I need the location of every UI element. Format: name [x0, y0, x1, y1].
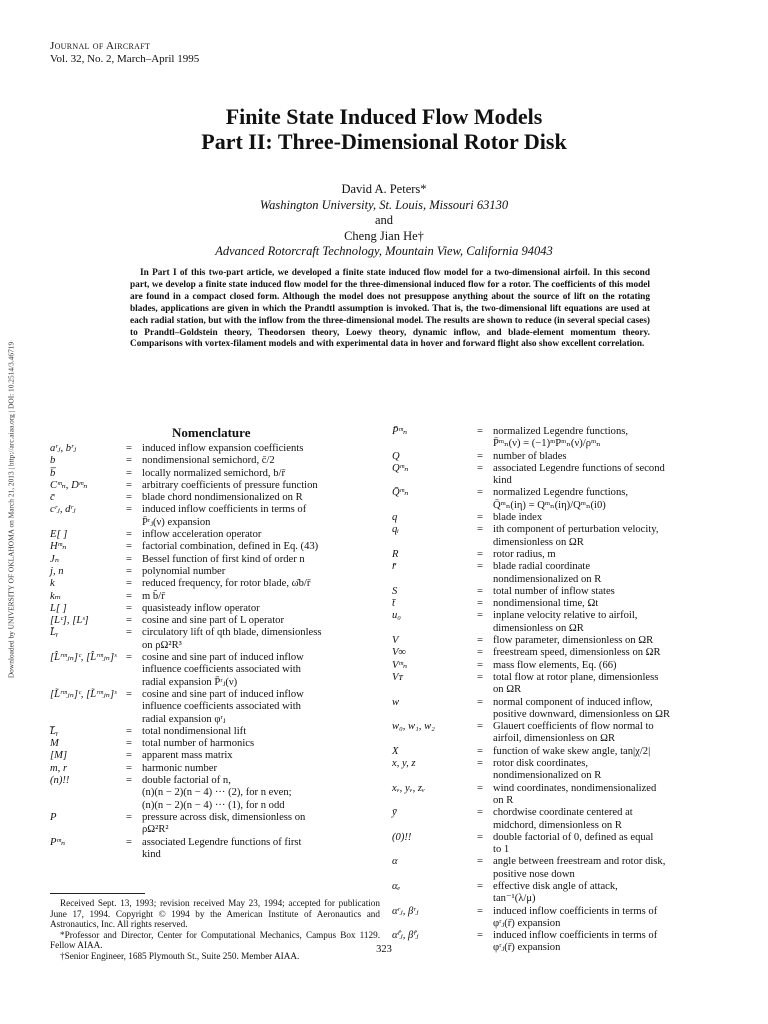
nomenclature-entry	[50, 615, 375, 627]
nomenclature-definition	[142, 455, 375, 467]
nomenclature-symbol: (0)!!	[392, 831, 412, 843]
nomenclature-definition	[142, 591, 375, 603]
equals-sign: =	[126, 492, 132, 504]
definition-line: φʳⱼ(r̄) expansion	[493, 917, 561, 929]
definition-line: total flow at rotor plane, dimensionless	[493, 671, 659, 683]
nomenclature-definition	[493, 758, 727, 783]
nomenclature-symbol: w	[392, 696, 400, 708]
nomenclature-symbol: V∞	[392, 647, 407, 659]
definition-line: positive downward, dimensionless on ΩR	[493, 708, 671, 720]
nomenclature-symbol: Pᵐₙ	[50, 836, 66, 848]
nomenclature-entry	[50, 652, 375, 689]
definition-line: mass flow elements, Eq. (66)	[493, 659, 617, 671]
nomenclature-definition	[493, 807, 727, 832]
equals-sign: =	[126, 688, 132, 700]
definition-line: induced inflow coefficients in terms of	[493, 930, 658, 942]
nomenclature-definition	[493, 586, 727, 598]
nomenclature-definition	[142, 652, 375, 689]
nomenclature-symbol: P̄ᵐₙ	[392, 426, 408, 437]
equals-sign: =	[477, 807, 483, 819]
equals-sign: =	[477, 462, 483, 474]
nomenclature-entry	[392, 426, 727, 451]
nomenclature-symbol: L̄ᵧ	[50, 627, 59, 639]
definition-line: induced inflow coefficients in terms of	[142, 504, 307, 516]
download-watermark	[4, 300, 18, 720]
nomenclature-symbol: Hᵐₙ	[50, 541, 67, 553]
equals-sign: =	[126, 775, 132, 787]
authors-and: and	[374, 213, 394, 227]
nomenclature-entry	[50, 566, 375, 578]
nomenclature-definition	[142, 615, 375, 627]
definition-line: on R	[493, 794, 514, 806]
nomenclature-definition	[142, 750, 375, 762]
nomenclature-definition	[493, 561, 727, 586]
nomenclature-definition	[493, 635, 727, 647]
equals-sign: =	[477, 659, 483, 671]
nomenclature-entry	[392, 586, 727, 598]
definition-line: on ΩR	[493, 684, 522, 696]
nomenclature-definition	[493, 610, 727, 635]
equals-sign: =	[477, 721, 483, 733]
nomenclature-entry	[50, 726, 375, 738]
nomenclature-symbol: Q̄ᵐₙ	[392, 487, 409, 499]
equals-sign: =	[477, 758, 483, 770]
definition-line: nondimensionalized on R	[493, 770, 602, 782]
nomenclature-entry	[50, 738, 375, 750]
nomenclature-definition	[142, 504, 375, 529]
equals-sign: =	[477, 647, 483, 659]
nomenclature-symbol: X	[392, 745, 399, 757]
equals-sign: =	[477, 524, 483, 536]
nomenclature-entry	[50, 603, 375, 615]
definition-line: polynomial number	[142, 565, 226, 577]
download-watermark-text: Downloaded by UNIVERSITY OF OKLAHOMA on March 21, 2013 | http://arc.aiaa.org | DOI: 10.2514/3.46719	[6, 341, 16, 679]
nomenclature-symbol: α̂ʳⱼ, β̂ʳⱼ	[392, 930, 419, 942]
nomenclature-symbol: q	[392, 512, 398, 524]
definition-line: double factorial of 0, defined as equal	[493, 831, 654, 843]
nomenclature-symbol: r̄	[392, 561, 397, 573]
nomenclature-entry	[392, 881, 727, 906]
nomenclature-symbol: cʳⱼ, dʳⱼ	[50, 504, 76, 516]
definition-line: airfoil, dimensionless on ΩR	[493, 733, 616, 745]
nomenclature-symbol: (n)!!	[50, 775, 70, 787]
abstract	[130, 268, 650, 351]
nomenclature-definition	[142, 689, 375, 726]
equals-sign: =	[126, 590, 132, 602]
definition-line: m b̄/r̄	[142, 590, 165, 602]
equals-sign: =	[477, 610, 483, 622]
nomenclature-definition	[493, 832, 727, 857]
nomenclature-entry	[392, 463, 727, 488]
nomenclature-definition	[142, 738, 375, 750]
nomenclature-symbol: V	[392, 635, 399, 647]
nomenclature-entry	[50, 750, 375, 762]
nomenclature-right-column	[392, 426, 727, 955]
definition-line: inflow acceleration operator	[142, 529, 262, 541]
nomenclature-definition	[142, 812, 375, 837]
nomenclature-entry	[50, 627, 375, 652]
nomenclature-symbol: Qᵐₙ	[392, 462, 409, 474]
definition-line: (n)(n − 2)(n − 4) ··· (2), for n even;	[142, 787, 292, 799]
equals-sign: =	[477, 696, 483, 708]
definition-line: radial expansion P̄ʳⱼ(ν)	[142, 676, 238, 688]
definition-line: rotor radius, m	[493, 548, 556, 560]
definition-line: inplane velocity relative to airfoil,	[493, 610, 638, 622]
nomenclature-entry	[392, 697, 727, 722]
nomenclature-definition	[493, 524, 727, 549]
equals-sign: =	[126, 836, 132, 848]
definition-line: Bessel function of first kind of order n	[142, 553, 305, 565]
nomenclature-definition	[493, 697, 727, 722]
nomenclature-entry	[392, 660, 727, 672]
nomenclature-entry	[392, 832, 727, 857]
definition-line: total number of harmonics	[142, 738, 255, 750]
equals-sign: =	[477, 930, 483, 942]
equals-sign: =	[477, 905, 483, 917]
definition-line: Glauert coefficients of flow normal to	[493, 721, 654, 733]
equals-sign: =	[126, 811, 132, 823]
equals-sign: =	[126, 541, 132, 553]
nomenclature-symbol: xᵥ, yᵥ, zᵥ	[392, 782, 426, 794]
definition-line: angle between freestream and rotor disk,	[493, 856, 666, 868]
journal-name: Journal of Aircraft	[50, 40, 151, 52]
nomenclature-symbol: Vᵐₙ	[392, 659, 408, 671]
definition-line: total nondimensional lift	[142, 725, 247, 737]
nomenclature-entry	[50, 480, 375, 492]
nomenclature-entry	[50, 541, 375, 553]
definition-line: P̄ᵐₙ(ν) = (−1)ᵐPᵐₙ(ν)/ρᵐₙ	[493, 438, 601, 450]
equals-sign: =	[126, 750, 132, 762]
equals-sign: =	[126, 443, 132, 454]
nomenclature-symbol: L[ ]	[50, 602, 67, 614]
definition-line: P̄ʳⱼ(ν) expansion	[142, 516, 211, 528]
definition-line: nondimensionalized on R	[493, 573, 602, 585]
equals-sign: =	[477, 512, 483, 524]
nomenclature-entry	[392, 549, 727, 561]
nomenclature-entry	[392, 672, 727, 697]
definition-line: effective disk angle of attack,	[493, 880, 618, 892]
nomenclature-symbol: k	[50, 578, 55, 590]
nomenclature-definition	[493, 783, 727, 808]
nomenclature-entry	[50, 529, 375, 541]
nomenclature-entry	[392, 783, 727, 808]
equals-sign: =	[126, 565, 132, 577]
author-block	[0, 182, 768, 260]
nomenclature-symbol: w₀, w₁, w₂	[392, 721, 435, 733]
nomenclature-definition	[493, 721, 727, 746]
nomenclature-symbol: αₑ	[392, 880, 401, 892]
nomenclature-entry	[50, 504, 375, 529]
definition-line: induced inflow expansion coefficients	[142, 443, 304, 454]
journal-header	[50, 40, 199, 66]
definition-line: locally normalized semichord, b/r̄	[142, 467, 285, 479]
nomenclature-entry	[50, 554, 375, 566]
definition-line: flow parameter, dimensionless on ΩR	[493, 635, 654, 647]
nomenclature-symbol: Vᴛ	[392, 671, 403, 683]
nomenclature-definition	[142, 578, 375, 590]
nomenclature-definition	[493, 672, 727, 697]
nomenclature-definition	[493, 451, 727, 463]
equals-sign: =	[477, 561, 483, 573]
definition-line: cosine and sine part of induced inflow	[142, 688, 304, 700]
nomenclature-entry	[50, 578, 375, 590]
nomenclature-definition	[493, 487, 727, 512]
nomenclature-definition	[142, 726, 375, 738]
definition-line: nondimensional semichord, c̄/2	[142, 455, 275, 467]
paper-title	[0, 104, 768, 154]
nomenclature-heading: Nomenclature	[172, 425, 251, 440]
nomenclature-definition	[142, 627, 375, 652]
nomenclature-entry	[392, 598, 727, 610]
author-name: David A. Peters*	[341, 182, 427, 196]
nomenclature-definition	[142, 763, 375, 775]
nomenclature-entry	[392, 635, 727, 647]
nomenclature-definition	[142, 443, 375, 455]
definition-line: (n)(n − 2)(n − 4) ··· (1), for n odd	[142, 799, 285, 811]
definition-line: function of wake skew angle, tan|χ/2|	[493, 745, 651, 757]
equals-sign: =	[126, 762, 132, 774]
definition-line: harmonic number	[142, 762, 218, 774]
nomenclature-entry	[50, 468, 375, 480]
nomenclature-entry	[392, 746, 727, 758]
nomenclature-symbol: x, y, z	[392, 758, 416, 770]
equals-sign: =	[477, 671, 483, 683]
equals-sign: =	[126, 652, 132, 664]
nomenclature-definition	[142, 775, 375, 812]
nomenclature-entry	[50, 837, 375, 862]
nomenclature-definition	[493, 549, 727, 561]
definition-line: associated Legendre functions of second	[493, 462, 665, 474]
equals-sign: =	[477, 426, 483, 437]
equals-sign: =	[126, 738, 132, 750]
nomenclature-entry	[50, 492, 375, 504]
nomenclature-symbol: Q	[392, 450, 400, 462]
nomenclature-entry	[392, 906, 727, 931]
nomenclature-definition	[493, 647, 727, 659]
nomenclature-entry	[50, 455, 375, 467]
nomenclature-symbol: ȳ	[392, 807, 397, 819]
nomenclature-entry	[50, 443, 375, 455]
nomenclature-symbol: [L̂ʳᵐⱼₙ]ᶜ, [L̂ʳᵐⱼₙ]ˢ	[50, 652, 117, 664]
equals-sign: =	[126, 479, 132, 491]
footnote-divider	[50, 893, 145, 894]
footnote-received: Received Sept. 13, 1993; revision received May 23, 1994; accepted for publication June 17, 1994. Copyright © 1994 by the American Institute of Aeronautics and Astronautics, Inc. All rights reserved.	[50, 898, 380, 930]
definition-line: cosine and sine part of induced inflow	[142, 652, 304, 664]
nomenclature-definition	[142, 837, 375, 862]
definition-line: nondimensional time, Ωt	[493, 598, 599, 610]
nomenclature-entry	[392, 758, 727, 783]
nomenclature-definition	[493, 463, 727, 488]
equals-sign: =	[126, 455, 132, 467]
nomenclature-definition	[142, 603, 375, 615]
definition-line: dimensionless on ΩR	[493, 622, 584, 634]
equals-sign: =	[477, 831, 483, 843]
definition-line: normal component of induced inflow,	[493, 696, 653, 708]
page-number: 323	[376, 944, 392, 955]
equals-sign: =	[126, 615, 132, 627]
nomenclature-symbol: α	[392, 856, 398, 868]
nomenclature-entry	[392, 807, 727, 832]
nomenclature-entry	[392, 647, 727, 659]
definition-line: double factorial of n,	[142, 775, 231, 787]
equals-sign: =	[126, 504, 132, 516]
equals-sign: =	[477, 745, 483, 757]
nomenclature-definition	[493, 746, 727, 758]
nomenclature-entry	[392, 856, 727, 881]
author-affiliation: Advanced Rotorcraft Technology, Mountain View, California 94043	[215, 244, 553, 258]
definition-line: associated Legendre functions of first	[142, 836, 302, 848]
definition-line: arbitrary coefficients of pressure function	[142, 479, 318, 491]
equals-sign: =	[126, 578, 132, 590]
equals-sign: =	[477, 635, 483, 647]
nomenclature-definition	[493, 598, 727, 610]
definition-line: wind coordinates, nondimensionalized	[493, 782, 657, 794]
nomenclature-symbol: b̅	[50, 467, 56, 479]
definition-line: rotor disk coordinates,	[493, 758, 589, 770]
definition-line: ith component of perturbation velocity,	[493, 524, 659, 536]
author-affiliation: Washington University, St. Louis, Missouri 63130	[259, 197, 509, 212]
nomenclature-entry	[50, 775, 375, 812]
nomenclature-definition	[142, 554, 375, 566]
definition-line: normalized Legendre functions,	[493, 426, 629, 437]
equals-sign: =	[477, 598, 483, 610]
definition-line: positive nose down	[493, 868, 575, 880]
nomenclature-symbol: S	[392, 585, 398, 597]
nomenclature-symbol: R	[392, 548, 399, 560]
nomenclature-definition	[493, 856, 727, 881]
nomenclature-entry	[50, 763, 375, 775]
definition-line: reduced frequency, for rotor blade, ω̄b/r̄	[142, 578, 311, 590]
definition-line: freestream speed, dimensionless on ΩR	[493, 647, 661, 659]
nomenclature-definition	[142, 541, 375, 553]
nomenclature-symbol: L̅ᵧ	[50, 725, 59, 737]
equals-sign: =	[477, 450, 483, 462]
nomenclature-entry	[50, 591, 375, 603]
definition-line: Q̄ᵐₙ(iη) = Qᵐₙ(iη)/Qᵐₙ(i0)	[493, 499, 606, 511]
nomenclature-symbol: [M]	[50, 750, 68, 762]
equals-sign: =	[126, 529, 132, 541]
abstract-text: In Part I of this two-part article, we developed a finite state induced flow model for a two-dimensional airfoil. In this second part, we develop a finite state induced flow model for the three-dimensional induced flow for a rotor. The coefficients of this model are found in a compact closed form. Although the model does not presuppose anything about the source of lift on the rotating blades, applications are given in which the Prandtl assumption is invoked. That is, the two-dimensional lift equations are used at each radial station, but with the inflow from the three-dimensional model. The results are shown to reduce (in several special cases) to Prandtl–Goldstein theory, Theodorsen theory, Loewy theory, dynamic inflow, and blade-element momentum theory. Comparisons with vortex-filament models and with experimental data in hover and forward flight also show excellent correlation.	[130, 268, 650, 350]
nomenclature-symbol: m, r	[50, 762, 68, 774]
equals-sign: =	[477, 487, 483, 499]
nomenclature-symbol: [L̃ʳᵐⱼₙ]ᶜ, [L̃ʳᵐⱼₙ]ˢ	[50, 688, 117, 700]
nomenclature-definition	[493, 426, 727, 451]
title-line-2: Part II: Three-Dimensional Rotor Disk	[201, 129, 567, 154]
definition-line: influence coefficients associated with	[142, 664, 301, 676]
footnote-author-1: *Professor and Director, Center for Computational Mechanics, Campus Box 1129. Fellow AIAA.	[50, 929, 380, 951]
definition-line: induced inflow coefficients in terms of	[493, 905, 658, 917]
definition-line: pressure across disk, dimensionless on	[142, 811, 306, 823]
nomenclature-symbol: qᵢ	[392, 524, 399, 536]
definition-line: φʳⱼ(r̄) expansion	[493, 942, 561, 954]
equals-sign: =	[126, 725, 132, 737]
equals-sign: =	[477, 782, 483, 794]
definition-line: blade chord nondimensionalized on R	[142, 492, 303, 504]
definition-line: midchord, dimensionless on R	[493, 819, 622, 831]
equals-sign: =	[477, 585, 483, 597]
nomenclature-symbol: E[ ]	[50, 529, 68, 541]
nomenclature-symbol: t̄	[392, 598, 395, 610]
equals-sign: =	[126, 627, 132, 639]
definition-line: on ρΩ²R³	[142, 639, 182, 651]
nomenclature-symbol: kₘ	[50, 590, 62, 602]
nomenclature-definition	[493, 660, 727, 672]
nomenclature-entry	[50, 812, 375, 837]
definition-line: quasisteady inflow operator	[142, 602, 260, 614]
nomenclature-symbol: αʳⱼ, βʳⱼ	[392, 905, 419, 917]
nomenclature-definition	[142, 529, 375, 541]
nomenclature-symbol: aʳⱼ, bʳⱼ	[50, 443, 77, 454]
definition-line: total number of inflow states	[493, 585, 615, 597]
nomenclature-entry	[392, 512, 727, 524]
equals-sign: =	[126, 553, 132, 565]
nomenclature-entry	[50, 689, 375, 726]
nomenclature-symbol: b	[50, 455, 56, 467]
nomenclature-symbol: u₀	[392, 610, 401, 622]
nomenclature-definition	[493, 906, 727, 931]
definition-line: blade index	[493, 512, 543, 524]
nomenclature-entry	[392, 610, 727, 635]
definition-line: influence coefficients associated with	[142, 701, 301, 713]
nomenclature-entry	[392, 451, 727, 463]
definition-line: blade radial coordinate	[493, 561, 591, 573]
equals-sign: =	[477, 856, 483, 868]
definition-line: to 1	[493, 844, 510, 856]
nomenclature-entry	[392, 721, 727, 746]
definition-line: cosine and sine part of L operator	[142, 615, 284, 627]
equals-sign: =	[126, 602, 132, 614]
definition-line: normalized Legendre functions,	[493, 487, 629, 499]
equals-sign: =	[477, 880, 483, 892]
definition-line: apparent mass matrix	[142, 750, 233, 762]
definition-line: kind	[142, 848, 161, 860]
nomenclature-entry	[392, 524, 727, 549]
nomenclature-left-column	[50, 443, 375, 861]
nomenclature-symbol: c̄	[50, 492, 55, 504]
nomenclature-symbol: Jₙ	[50, 553, 59, 565]
definition-line: radial expansion φʳⱼ	[142, 713, 226, 725]
definition-line: dimensionless on ΩR	[493, 536, 584, 548]
definition-line: chordwise coordinate centered at	[493, 807, 633, 819]
footnote-author-2: †Senior Engineer, 1685 Plymouth St., Suite 250. Member AIAA.	[60, 950, 300, 961]
definition-line: number of blades	[493, 450, 567, 462]
nomenclature-definition	[493, 512, 727, 524]
nomenclature-symbol: P	[50, 811, 57, 823]
nomenclature-symbol: M	[50, 738, 59, 750]
journal-issue: Vol. 32, No. 2, March–April 1995	[50, 53, 200, 65]
nomenclature-entry	[392, 561, 727, 586]
definition-line: kind	[493, 475, 512, 487]
equals-sign: =	[126, 467, 132, 479]
nomenclature-symbol: j, n	[50, 565, 64, 577]
nomenclature-definition	[142, 480, 375, 492]
nomenclature-definition	[142, 492, 375, 504]
nomenclature-entry	[392, 487, 727, 512]
nomenclature-definition	[493, 881, 727, 906]
equals-sign: =	[477, 548, 483, 560]
nomenclature-definition	[142, 566, 375, 578]
nomenclature-symbol: [Lᶜ], [Lˢ]	[50, 615, 89, 627]
nomenclature-definition	[142, 468, 375, 480]
title-line-1: Finite State Induced Flow Models	[225, 104, 543, 129]
author-name: Cheng Jian He†	[344, 228, 424, 243]
definition-line: factorial combination, defined in Eq. (43)	[142, 541, 319, 553]
nomenclature-symbol: Cᵐₙ, Dᵐₙ	[50, 479, 88, 491]
definition-line: circulatory lift of qth blade, dimensionless	[142, 627, 322, 639]
definition-line: ρΩ²R²	[142, 824, 169, 836]
definition-line: tan⁻¹(λ/μ)	[493, 893, 536, 905]
